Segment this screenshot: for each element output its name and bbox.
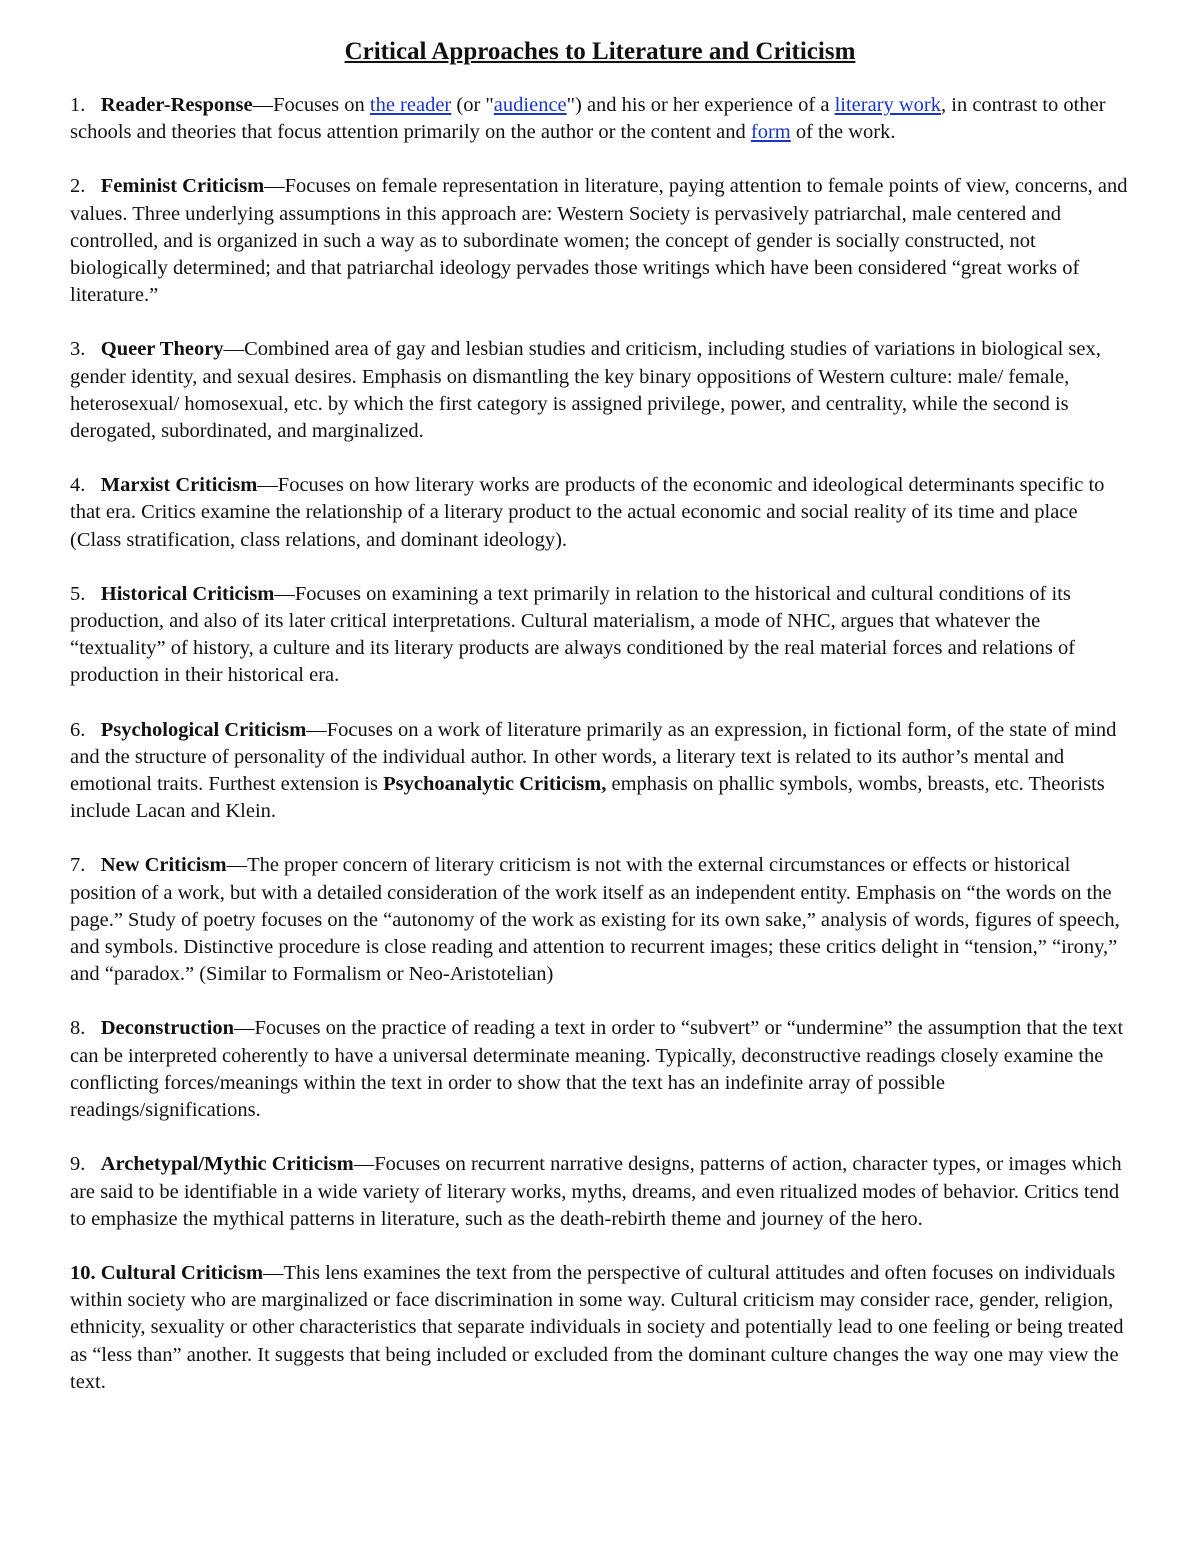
link-audience[interactable]: audience (493, 94, 567, 116)
entry-number: 10. (70, 1261, 96, 1284)
entry-new-criticism (70, 852, 1130, 988)
entry-number: 1. (70, 94, 86, 116)
entry-feminist-criticism (70, 173, 1130, 309)
entry-text: (or " (451, 94, 494, 116)
entry-term: New Criticism (100, 854, 227, 877)
entry-text: —Combined area of gay and lesbian studies and criticism, including studies of variations in biological sex, gender identity, and sexual desires. Emphasis on dismantling the key binary oppositions of Western culture: male/ female, heterosexual/ homosexual, etc. by which the first category is assigned privilege, power, and centrality, while the second is derogated, subordinated, and marginalized. (70, 338, 1101, 443)
entry-term: Psychological Criticism (100, 718, 307, 741)
entry-term: Historical Criticism (100, 582, 275, 605)
entry-text: ") and his or her experience of a (566, 94, 835, 116)
entry-cultural-criticism (70, 1260, 1130, 1396)
entry-text: —Focuses on examining a text primarily in relation to the historical and cultural conditions of its production, and also of its later critical interpretations. Cultural materialism, a mode of NHC, argues that whatever the “textuality” of history, a culture and its literary products are always conditioned by the real material forces and relations of production in their historical era. (70, 582, 1076, 687)
entry-historical-criticism (70, 581, 1130, 690)
entry-number: 2. (70, 175, 86, 198)
entry-reader-response (70, 92, 1130, 146)
entry-queer-theory (70, 336, 1130, 445)
entry-text: emphasis on phallic symbols, wombs, breasts, etc. Theorists include Lacan and Klein. (70, 773, 1105, 823)
entry-number: 9. (70, 1153, 86, 1176)
entry-text: —Focuses on (252, 94, 370, 116)
link-form[interactable]: form (750, 121, 791, 144)
entry-text: , in contrast to other schools and theories that focus attention primarily on the author or the content and (70, 94, 1106, 144)
link-literary-work[interactable]: literary work (834, 94, 942, 116)
entry-number: 4. (70, 474, 86, 497)
entry-term: Cultural Criticism (100, 1261, 264, 1284)
entry-number: 5. (70, 582, 86, 605)
entry-subterm: Psychoanalytic Criticism, (383, 773, 607, 796)
link-the-reader[interactable]: the reader (369, 94, 452, 116)
entry-term: Feminist Criticism (100, 175, 265, 198)
entry-term: Marxist Criticism (100, 474, 258, 497)
entry-text: —The proper concern of literary criticism is not with the external circumstances or effects or historical position of a work, but with a detailed consideration of the work itself as an independent entity. Emphasis on “the words on the page.” Study of poetry focuses on the “autonomy of the work as existing for its own sake,” analysis of words, figures of speech, and symbols. Distinctive procedure is close reading and attention to recurrent images; these critics delight in “tension,” “irony,” and “paradox.” (Similar to Formalism or Neo-Aristotelian) (70, 854, 1120, 986)
entry-term: Queer Theory (100, 338, 224, 361)
entry-text: of the work. (790, 121, 896, 144)
entry-deconstruction (70, 1015, 1130, 1124)
document-title: Critical Approaches to Literature and Criticism (344, 38, 856, 65)
entry-text: —Focuses on the practice of reading a text in order to “subvert” or “undermine” the assumption that the text can be interpreted coherently to have a universal determinate meaning. Typically, deconstructive readings closely examine the conflicting forces/meanings within the text in order to show that the text has an indefinite array of possible readings/significations. (70, 1017, 1124, 1122)
entry-number: 6. (70, 718, 86, 741)
entry-text: —This lens examines the text from the perspective of cultural attitudes and often focuses on individuals within society who are marginalized or face discrimination in some way. Cultural criticism may consider race, gender, religion, ethnicity, sexuality or other characteristics that separate individuals in society and potentially lead to one feeling or being treated as “less than” another. It suggests that being included or excluded from the dominant culture changes the way one may view the text. (70, 1261, 1124, 1393)
entry-term: Archetypal/Mythic Criticism (100, 1153, 354, 1176)
entry-term: Reader-Response (100, 94, 253, 116)
entry-archetypal-mythic-criticism (70, 1151, 1130, 1233)
entry-text: —Focuses on a work of literature primarily as an expression, in fictional form, of the state of mind and the structure of personality of the individual author. In other words, a literary text is related to its author’s mental and emotional traits. Furthest extension is (70, 718, 1117, 796)
entry-text: —Focuses on how literary works are products of the economic and ideological determinants specific to that era. Critics examine the relationship of a literary product to the actual economic and social reality of its time and place (Class stratification, class relations, and dominant ideology). (70, 474, 1105, 551)
entry-number: 7. (70, 854, 86, 877)
entry-text: —Focuses on female representation in literature, paying attention to female points of view, concerns, and values. Three underlying assumptions in this approach are: Western Society is pervasively patriarchal, male centered and controlled, and is organized in such a way as to subordinate women; the concept of gender is socially constructed, not biologically determined; and that patriarchal ideology pervades those writings which have been considered “great works of literature.” (70, 175, 1128, 307)
entry-text: —Focuses on recurrent narrative designs, patterns of action, character types, or images which are said to be identifiable in a wide variety of literary works, myths, dreams, and even ritualized modes of behavior. Critics tend to emphasize the mythical patterns in literature, such as the death-rebirth theme and journey of the hero. (70, 1153, 1122, 1230)
entry-number: 3. (70, 338, 86, 361)
entry-number: 8. (70, 1017, 86, 1040)
entry-marxist-criticism (70, 472, 1130, 554)
document-page (70, 34, 1130, 1423)
entry-term: Deconstruction (100, 1017, 234, 1040)
entry-psychological-criticism (70, 717, 1130, 826)
